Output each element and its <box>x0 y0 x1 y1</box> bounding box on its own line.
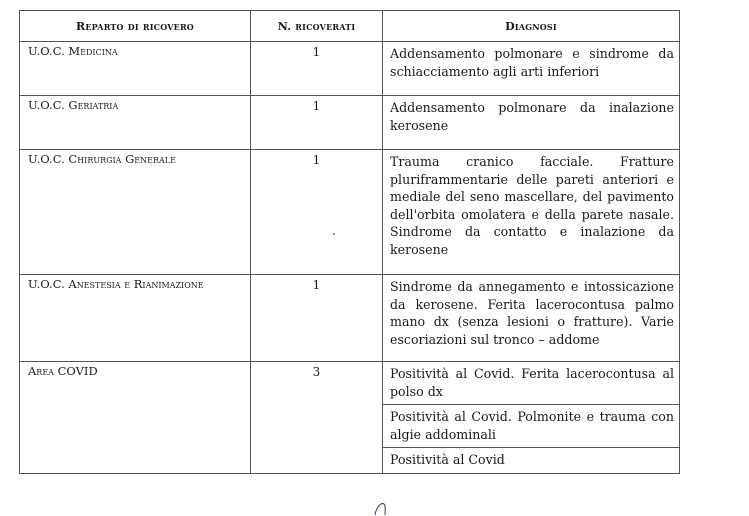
ricoveri-table <box>19 10 680 474</box>
diagnosi-cell <box>383 362 680 474</box>
ink-dot <box>333 233 335 235</box>
table-row <box>20 275 680 362</box>
reparto-cell: U.O.C. Geriatria <box>20 96 251 150</box>
reparto-cell: U.O.C. Medicina <box>20 42 251 96</box>
header-num-ricoverati: N. ricoverati <box>251 11 383 42</box>
pen-mark-icon <box>373 500 389 516</box>
reparto-cell: U.O.C. Anestesia e Rianimazione <box>20 275 251 362</box>
diagnosi-cell <box>383 150 680 275</box>
header-reparto: Reparto di ricovero <box>20 11 251 42</box>
diagnosi-text: Positività al Covid <box>383 447 679 473</box>
header-diagnosi: Diagnosi <box>383 11 680 42</box>
num-ricoverati-cell: 1 <box>251 96 383 150</box>
table-row <box>20 96 680 150</box>
diagnosi-text: Trauma cranico facciale. Fratture pluriframmentarie delle pareti anteriori e mediale del seno mascellare, del pavimento dell'orbita omolatera e della parete nasale. Sindrome da contatto e inalazione da kerosene <box>390 154 674 257</box>
diagnosi-text: Sindrome da annegamento e intossicazione da kerosene. Ferita lacerocontusa palmo mano dx (senza lesioni o fratture). Varie escoriazioni sul tronco – addome <box>390 279 674 347</box>
reparto-cell: Area COVID <box>20 362 251 474</box>
table-row <box>20 42 680 96</box>
diagnosi-text: Addensamento polmonare e sindrome da schiacciamento agli arti inferiori <box>390 46 674 79</box>
reparto-cell: U.O.C. Chirurgia Generale <box>20 150 251 275</box>
num-ricoverati-cell: 1 <box>251 150 383 275</box>
diagnosi-text: Positività al Covid. Polmonite e trauma con algie addominali <box>383 404 679 447</box>
table-row <box>20 150 680 275</box>
diagnosi-text: Addensamento polmonare da inalazione kerosene <box>390 100 674 133</box>
diagnosi-text: Positività al Covid. Ferita lacerocontusa al polso dx <box>390 366 674 399</box>
diagnosi-cell <box>383 42 680 96</box>
num-ricoverati-cell: 1 <box>251 42 383 96</box>
table-header-row <box>20 11 680 42</box>
diagnosi-cell <box>383 96 680 150</box>
num-ricoverati-cell: 3 <box>251 362 383 474</box>
num-ricoverati-cell: 1 <box>251 275 383 362</box>
diagnosi-cell <box>383 275 680 362</box>
table-row <box>20 362 680 474</box>
